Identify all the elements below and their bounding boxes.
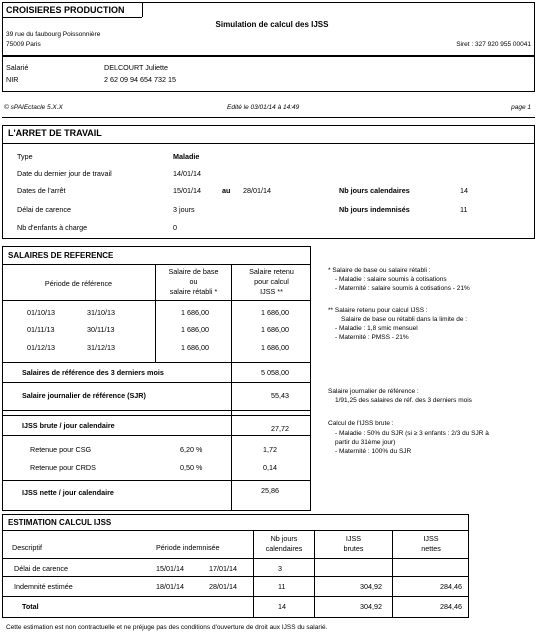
est-col-nettes-l1: IJSS: [423, 534, 439, 543]
salaires-title: SALAIRES DE REFERENCE: [8, 251, 114, 260]
est-row-from: 18/01/14: [156, 582, 184, 591]
ijss-brute-value: 27,72: [271, 424, 289, 433]
carence-label: Délai de carence: [17, 205, 71, 214]
est-col-periode: Période indemnisée: [156, 543, 220, 552]
date-from: 15/01/14: [173, 186, 201, 195]
row-base: 1 686,00: [181, 343, 209, 352]
company-divider: [142, 2, 143, 17]
company-underline: [2, 17, 142, 18]
col-retenu-header-l1: Salaire retenu: [249, 267, 294, 276]
est-row-nb: 11: [278, 582, 286, 591]
total-salaires-value: 5 058,00: [261, 368, 289, 377]
est-col-nettes-l2: nettes: [421, 544, 441, 553]
est-total-brutes: 304,92: [360, 602, 382, 611]
csg-value: 1,72: [263, 445, 277, 454]
siret: Siret : 327 920 955 00041: [456, 41, 531, 48]
salarie-value: DELCOURT Juliette: [104, 63, 169, 72]
estimation-title-underline: [2, 530, 469, 531]
salarie-label: Salarié: [6, 63, 29, 72]
date-au: au: [222, 186, 231, 195]
col-retenu-header-l3: IJSS **: [260, 287, 283, 296]
edit-date: Edité le 03/01/14 à 14:49: [227, 104, 300, 111]
company-name: CROISIERES PRODUCTION: [6, 5, 125, 15]
estimation-title: ESTIMATION CALCUL IJSS: [8, 518, 112, 527]
est-row-to: 28/01/14: [209, 582, 237, 591]
nb-calendaires-label: Nb jours calendaires: [339, 186, 410, 195]
note-2-line3: - Maladie : 1,8 smic mensuel: [335, 325, 418, 332]
nb-indemnises-value: 11: [460, 205, 468, 214]
col-base-header-l2: ou: [189, 277, 198, 286]
nb-indemnises-label: Nb jours indemnisés: [339, 205, 410, 214]
row-from: 01/11/13: [27, 325, 55, 334]
note-4-line3: partir du 31ème jour): [335, 439, 396, 446]
col-periode-header: Période de référence: [44, 279, 113, 288]
salaires-header-bottom: [2, 300, 311, 301]
company-address-line2: 75009 Paris: [6, 41, 41, 48]
est-total-nb: 14: [278, 602, 286, 611]
row-to: 30/11/13: [87, 325, 115, 334]
ijss-brute-row-top: [2, 415, 311, 416]
ijss-brute-label: IJSS brute / jour calendaire: [22, 421, 115, 430]
nir-value: 2 62 09 94 654 732 15: [104, 75, 176, 84]
carence-value: 3 jours: [173, 205, 195, 214]
row-retenu: 1 686,00: [261, 343, 289, 352]
note-2-title: ** Salaire retenu pour calcul IJSS :: [328, 307, 428, 314]
dates-label: Dates de l'arrêt: [17, 186, 66, 195]
note-4-line4: - Maternité : 100% du SJR: [335, 448, 412, 455]
est-row-nettes: 284,46: [440, 582, 462, 591]
sjr-value: 55,43: [271, 391, 289, 400]
crds-rate: 0,50 %: [180, 463, 203, 472]
est-col-brutes-l2: brutes: [343, 544, 364, 553]
crds-label: Retenue pour CRDS: [30, 463, 96, 472]
col-retenu-header-l2: pour calcul: [254, 277, 289, 286]
note-2-line2: Salaire de base ou rétabli dans la limite de :: [341, 316, 468, 323]
last-day-label: Date du dernier jour de travail: [17, 169, 112, 178]
company-address-line1: 39 rue du faubourg Poissonnière: [6, 31, 101, 38]
col-base-header-l1: Salaire de base: [168, 267, 219, 276]
note-1-line3: - Maternité : salaire soumis à cotisations - 21%: [335, 285, 470, 292]
total-salaires-label: Salaires de référence des 3 derniers mois: [22, 368, 164, 377]
salaires-title-underline: [2, 264, 311, 265]
est-row-nb: 3: [278, 564, 282, 573]
est-total-nettes: 284,46: [440, 602, 462, 611]
est-row-divider: [2, 576, 469, 577]
est-row-to: 17/01/14: [209, 564, 237, 573]
employee-box: [2, 56, 535, 92]
row-retenu: 1 686,00: [261, 325, 289, 334]
type-value: Maladie: [173, 152, 200, 161]
est-total-top: [2, 596, 469, 597]
ijss-brute-row-bottom: [2, 435, 311, 436]
note-4-line2: - Maladie : 50% du SJR (si ≥ 3 enfants : 2/3 du SJR à: [335, 430, 489, 437]
crds-value: 0,14: [263, 463, 277, 472]
csg-label: Retenue pour CSG: [30, 445, 92, 454]
note-2-line4: - Maternité : PMSS - 21%: [335, 334, 409, 341]
type-label: Type: [17, 152, 33, 161]
note-3-title: Salaire journalier de référence :: [328, 388, 419, 395]
estimation-header-bottom: [2, 558, 469, 559]
csg-rate: 6,20 %: [180, 445, 203, 454]
arret-title-underline: [2, 143, 535, 144]
note-4-title: Calcul de l'IJSS brute :: [328, 420, 394, 427]
footer-bar-line: [2, 117, 535, 118]
row-base: 1 686,00: [181, 308, 209, 317]
enfants-value: 0: [173, 223, 177, 232]
est-col-brutes-l1: IJSS: [345, 534, 362, 543]
note-1-title: * Salaire de base ou salaire rétabli :: [328, 267, 431, 274]
row-retenu: 1 686,00: [261, 308, 289, 317]
est-row-desc: Délai de carence: [14, 564, 68, 573]
arret-title: L'ARRET DE TRAVAIL: [8, 128, 102, 138]
nb-calendaires-value: 14: [460, 186, 468, 195]
ijss-nette-label: IJSS nette / jour calendaire: [22, 488, 114, 497]
est-total-label: Total: [22, 602, 39, 611]
document-title: Simulation de calcul des IJSS: [215, 20, 329, 29]
note-1-line2: - Maladie : salaire soumis à cotisations: [335, 276, 447, 283]
total-row-bottom: [2, 382, 311, 383]
row-from: 01/10/13: [27, 308, 55, 317]
row-to: 31/12/13: [87, 343, 115, 352]
disclaimer: Cette estimation est non contractuelle et ne préjuge pas des conditions d'ouverture de droit aux IJSS du salarié.: [6, 624, 328, 631]
sjr-row-bottom: [2, 410, 311, 411]
page-number: page 1: [511, 104, 531, 111]
row-base: 1 686,00: [181, 325, 209, 334]
nir-label: NIR: [6, 75, 19, 84]
date-to: 28/01/14: [243, 186, 271, 195]
note-3-line2: 1/91,25 des salaires de réf. des 3 derniers mois: [335, 397, 472, 404]
est-row-desc: Indemnité estimée: [14, 582, 73, 591]
software-version: © sPAIEctacle 5.X.X: [4, 104, 63, 111]
salaires-rows-bottom: [2, 362, 311, 363]
est-row-brutes: 304,92: [360, 582, 382, 591]
col-base-header-l3: salaire rétabli *: [169, 287, 218, 296]
est-col-nb-l2: calendaires: [265, 544, 303, 553]
ijss-nette-value: 25,86: [261, 486, 279, 495]
enfants-label: Nb d'enfants à charge: [17, 223, 88, 232]
est-col-descriptif: Descriptif: [12, 543, 42, 552]
est-row-from: 15/01/14: [156, 564, 184, 573]
ijss-nette-row-top: [2, 480, 311, 481]
row-to: 31/10/13: [87, 308, 115, 317]
row-from: 01/12/13: [27, 343, 55, 352]
est-col-nb-l1: Nb jours: [270, 534, 298, 543]
sjr-label: Salaire journalier de référence (SJR): [22, 391, 146, 400]
last-day-value: 14/01/14: [173, 169, 201, 178]
